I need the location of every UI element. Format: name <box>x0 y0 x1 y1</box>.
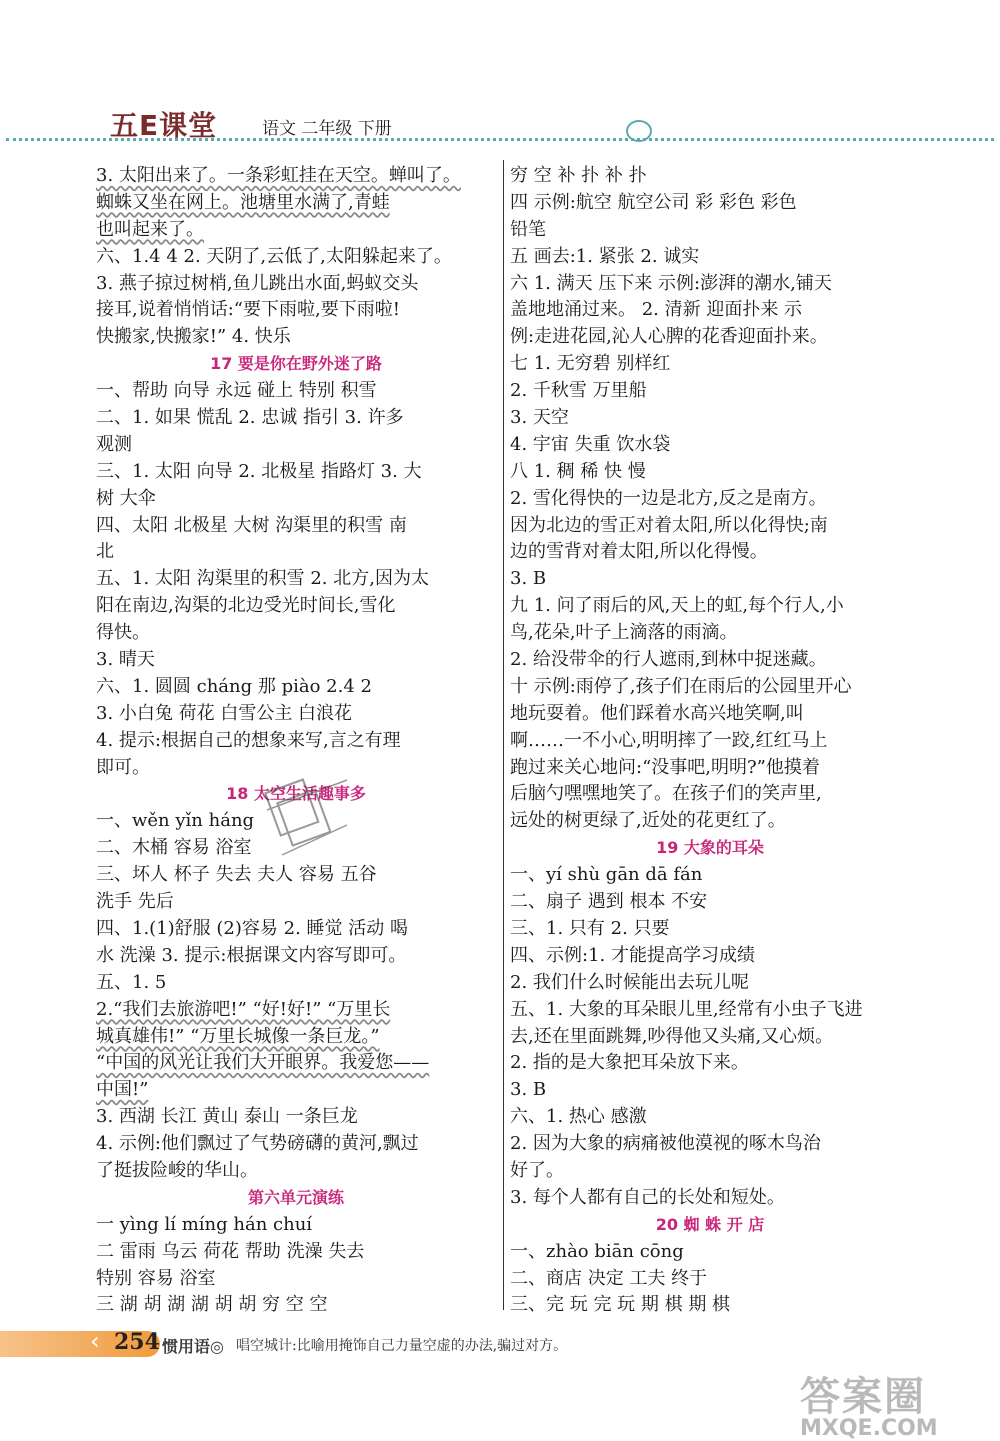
watermark <box>800 1365 938 1441</box>
answer-line: 3. 天空 <box>510 407 569 429</box>
answer-line: 3. 太阳出来了。一条彩虹挂在天空。蝉叫了。 <box>96 165 461 186</box>
answer-line: 三 湖 胡 湖 湖 胡 胡 穷 空 空 <box>96 1294 328 1316</box>
answer-line: 树 大伞 <box>96 487 156 509</box>
answer-line: 水 洗澡 3. 提示:根据课文内容写即可。 <box>96 944 407 966</box>
section-title: 第六单元演练 <box>247 1187 344 1207</box>
idiom-label: 惯用语◎ <box>162 1337 224 1356</box>
answer-line: 洗手 先后 <box>96 891 174 913</box>
answer-line: 即可。 <box>96 756 150 778</box>
answer-line: 三、1. 太阳 向导 2. 北极星 指路灯 3. 大 <box>96 460 422 482</box>
column-divider <box>503 160 504 1310</box>
answer-line: 四、1.(1)舒服 (2)容易 2. 睡觉 活动 喝 <box>96 917 408 939</box>
watermark-main: 答案圈 <box>800 1374 926 1420</box>
answer-line: 也叫起来了。 <box>96 218 204 240</box>
answer-line: 城真雄伟!” “万里长城像一条巨龙。” <box>96 1025 380 1047</box>
answer-line: 3. 晴天 <box>96 649 155 671</box>
chevron-left-icon: ‹ <box>90 1327 100 1355</box>
answer-line: 八 1. 稠 稀 快 慢 <box>510 460 646 482</box>
book-logo: 五E课堂 <box>110 109 218 142</box>
answer-line: 三、完 玩 完 玩 期 棋 期 棋 <box>510 1294 731 1316</box>
answer-line: 因为北边的雪正对着太阳,所以化得快;南 <box>510 514 828 536</box>
right-column <box>510 163 910 1319</box>
answer-line: 3. B <box>510 1079 547 1101</box>
answer-line: 2. 雪化得快的一边是北方,反之是南方。 <box>510 487 827 509</box>
answer-line: 阳在南边,沟渠的北边受光时间长,雪化 <box>96 595 396 617</box>
answer-line: 四、太阳 北极星 大树 沟渠里的积雪 南 <box>96 514 407 536</box>
answer-line: 2. 我们什么时候能出去玩儿呢 <box>510 971 749 993</box>
answer-line: 2. 因为大象的病痛被他漠视的啄木鸟治 <box>510 1133 821 1155</box>
knot-icon <box>626 120 652 142</box>
answer-line: 3. B <box>510 568 547 590</box>
answer-line: 五、1. 太阳 沟渠里的积雪 2. 北方,因为太 <box>96 568 429 590</box>
section-title: 19 大象的耳朵 <box>656 838 764 858</box>
header-divider <box>6 138 994 141</box>
answer-line: 特别 容易 浴室 <box>96 1267 216 1289</box>
stamp-icon <box>262 770 352 860</box>
answer-line: 3. 小白兔 荷花 白雪公主 白浪花 <box>96 702 353 724</box>
answer-line: 4. 示例:他们飘过了气势磅礴的黄河,飘过 <box>96 1133 419 1155</box>
answer-line: 五、1. 大象的耳朵眼儿里,经常有小虫子飞进 <box>510 998 863 1020</box>
page-footer <box>0 1325 1000 1365</box>
watermark-sub: MXQE.COM <box>800 1416 938 1441</box>
section-title: 20 蜘 蛛 开 店 <box>655 1214 765 1234</box>
answer-line: 例:走进花园,沁人心脾的花香迎面扑来。 <box>510 326 828 348</box>
answer-line: 地玩耍着。他们踩着水高兴地笑啊,叫 <box>510 702 804 724</box>
answer-line: 四 示例:航空 航空公司 彩 彩色 彩色 <box>510 191 797 213</box>
answer-line: 三、坏人 杯子 失去 夫人 容易 五谷 <box>96 864 377 886</box>
answer-line: 北 <box>96 541 114 563</box>
answer-line: 铅笔 <box>510 218 546 240</box>
answer-line: 二、1. 如果 慌乱 2. 忠诚 指引 3. 许多 <box>96 407 404 429</box>
answer-line: 一、yí shù gān dā fán <box>510 864 703 886</box>
answer-line: 4. 提示:根据自己的想象来写,言之有理 <box>96 729 401 751</box>
answer-line: 2. 千秋雪 万里船 <box>510 380 647 402</box>
answer-line: 去,还在里面跳舞,吵得他又头痛,又心烦。 <box>510 1025 834 1047</box>
answer-line: 穷 空 补 扑 补 扑 <box>510 165 647 186</box>
answer-line: 远处的树更绿了,近处的花更红了。 <box>510 810 786 832</box>
answer-line: 二、扇子 遇到 根本 不安 <box>510 891 708 913</box>
answer-line: 中国!” <box>96 1079 149 1101</box>
answer-line: 3. 每个人都有自己的长处和短处。 <box>510 1186 785 1208</box>
answer-line: 一、wěn yǐn háng <box>96 810 255 832</box>
subject-label: 语文 二年级 下册 <box>262 119 392 139</box>
answer-line: 了挺拔险峻的华山。 <box>96 1159 258 1181</box>
answer-line: 鸟,花朵,叶子上滴落的雨滴。 <box>510 622 738 644</box>
answer-line: 五 画去:1. 紧张 2. 诚实 <box>510 245 700 267</box>
section-title: 17 要是你在野外迷了路 <box>210 354 382 374</box>
answer-line: 3. 燕子掠过树梢,鱼儿跳出水面,蚂蚁交头 <box>96 272 419 294</box>
answer-line: 九 1. 问了雨后的风,天上的虹,每个行人,小 <box>510 595 844 617</box>
left-column <box>96 163 496 1319</box>
answer-line: 得快。 <box>96 622 150 644</box>
answer-line: 一、帮助 向导 永远 碰上 特别 积雪 <box>96 380 377 402</box>
answer-line: 四、示例:1. 才能提高学习成绩 <box>510 944 755 966</box>
answer-line: 一 yìng lí míng hán chuí <box>96 1213 313 1235</box>
answer-line: 啊……一不小心,明明摔了一跤,红红马上 <box>510 729 828 751</box>
answer-line: 二、木桶 容易 浴室 <box>96 837 252 859</box>
answer-line: 好了。 <box>510 1159 564 1181</box>
answer-line: 三、1. 只有 2. 只要 <box>510 917 670 939</box>
answer-line: 2. 给没带伞的行人遮雨,到林中捉迷藏。 <box>510 649 827 671</box>
answer-line: “中国的风光让我们大开眼界。我爱您—— <box>96 1052 430 1074</box>
answer-line: 五、1. 5 <box>96 971 167 993</box>
answer-line: 快搬家,快搬家!” 4. 快乐 <box>96 326 291 348</box>
answer-line: 后脑勺嘿嘿地笑了。在孩子们的笑声里, <box>510 783 822 805</box>
answer-line: 2.“我们去旅游吧!” “好!好!” “万里长 <box>96 998 391 1020</box>
answer-line: 跑过来关心地问:“没事吧,明明?”他摸着 <box>510 756 820 778</box>
section-title: 18 太空生活趣事多 <box>226 784 366 804</box>
answer-line: 六、1. 热心 感激 <box>510 1106 647 1128</box>
answer-line: 六、1. 圆圆 cháng 那 piào 2.4 2 <box>96 675 372 697</box>
answer-line: 接耳,说着悄悄话:“要下雨啦,要下雨啦! <box>96 299 400 321</box>
answer-line: 盖地地涌过来。 2. 清新 迎面扑来 示 <box>510 299 803 321</box>
answer-line: 十 示例:雨停了,孩子们在雨后的公园里开心 <box>510 675 852 697</box>
answer-line: 六 1. 满天 压下来 示例:澎湃的潮水,铺天 <box>510 272 832 294</box>
answer-line: 3. 西湖 长江 黄山 泰山 一条巨龙 <box>96 1106 358 1128</box>
answer-line: 边的雪背对着太阳,所以化得慢。 <box>510 541 768 563</box>
page-header <box>0 100 1000 160</box>
answer-line: 蜘蛛又坐在网上。池塘里水满了,青蛙 <box>96 191 390 213</box>
answer-line: 二 雷雨 乌云 荷花 帮助 洗澡 失去 <box>96 1240 365 1262</box>
answer-line: 七 1. 无穷碧 别样红 <box>510 353 671 375</box>
answer-line: 一、zhào biān cōng <box>510 1240 684 1262</box>
answer-line: 二、商店 决定 工夫 终于 <box>510 1267 708 1289</box>
answer-line: 六、1.4 4 2. 天阴了,云低了,太阳躲起来了。 <box>96 245 452 267</box>
idiom-text: 唱空城计:比喻用掩饰自己力量空虚的办法,骗过对方。 <box>236 1338 568 1354</box>
answer-line: 2. 指的是大象把耳朵放下来。 <box>510 1052 749 1074</box>
page-number: 254 <box>114 1329 160 1355</box>
answer-line: 观测 <box>96 433 132 455</box>
answer-line: 4. 宇宙 失重 饮水袋 <box>510 433 671 455</box>
